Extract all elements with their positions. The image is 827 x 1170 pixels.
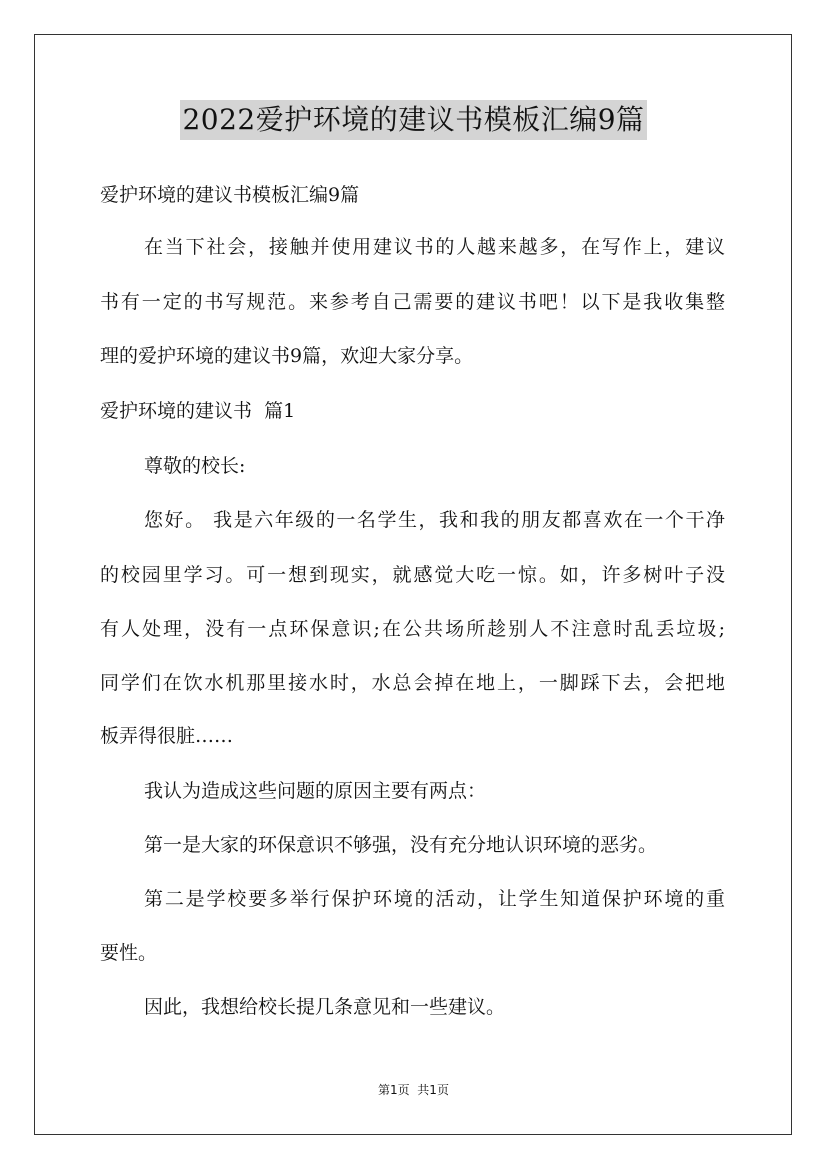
intro-line: 书有一定的书写规范。来参考自己需要的建议书吧！以下是我收集整 xyxy=(100,291,725,313)
section-heading: 爱护环境的建议书 篇1 xyxy=(100,400,296,422)
body-line: 同学们在饮水机那里接水时，水总会掉在地上，一脚踩下去，会把地 xyxy=(100,672,725,694)
body-line: 第二是学校要多举行保护环境的活动，让学生知道保护环境的重 xyxy=(144,888,725,910)
body-line: 的校园里学习。可一想到现实，就感觉大吃一惊。如，许多树叶子没 xyxy=(100,564,725,586)
page-number: 第1页 共1页 xyxy=(378,1083,449,1097)
intro-line: 理的爱护环境的建议书9篇，欢迎大家分享。 xyxy=(100,345,474,367)
body-line: 因此，我想给校长提几条意见和一些建议。 xyxy=(144,996,506,1018)
title-block xyxy=(0,100,827,140)
intro-line: 在当下社会，接触并使用建议书的人越来越多，在写作上，建议 xyxy=(144,236,725,258)
document-title: 2022爱护环境的建议书模板汇编9篇 xyxy=(180,100,646,140)
salutation: 尊敬的校长: xyxy=(144,455,246,477)
body-line: 第一是大家的环保意识不够强，没有充分地认识环境的恶劣。 xyxy=(144,834,658,856)
body-line: 要性。 xyxy=(100,942,158,964)
body-line: 您好。 我是六年级的一名学生，我和我的朋友都喜欢在一个干净 xyxy=(144,509,725,531)
body-line: 有人处理，没有一点环保意识;在公共场所趁别人不注意时乱丢垃圾; xyxy=(100,618,725,640)
document-subtitle: 爱护环境的建议书模板汇编9篇 xyxy=(100,184,360,206)
body-line: 板弄得很脏…… xyxy=(100,725,234,747)
body-line: 我认为造成这些问题的原因主要有两点： xyxy=(144,780,487,802)
